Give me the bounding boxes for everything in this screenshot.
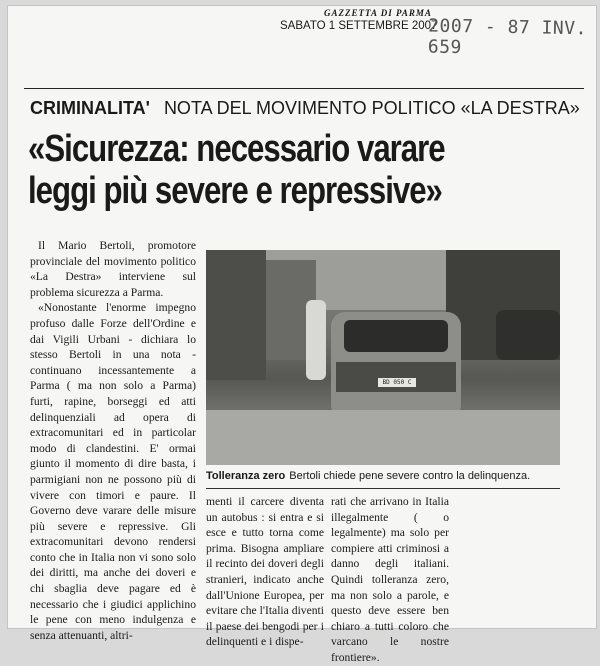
article-photo bbox=[206, 250, 560, 465]
license-plate: BD 050 C bbox=[378, 378, 416, 387]
photo-caption bbox=[206, 470, 566, 482]
top-rule bbox=[24, 88, 584, 89]
kicker-text: NOTA DEL MOVIMENTO POLITICO «LA DESTRA» bbox=[163, 98, 580, 118]
issue-date: SABATO 1 SETTEMBRE 2007 bbox=[280, 20, 438, 32]
paragraph: rati che arrivano in Italia illegalmente ( o legalmente) ma solo per compiere atti criminosi a danno degli italiani. Quindi tolleranza zero, ma non solo a parole, e questo deve essere ben chiaro a tutti coloro che varcano le nostre frontiere». bbox=[331, 495, 449, 664]
publication-name: GAZZETTA DI PARMA bbox=[324, 8, 432, 18]
paragraph: «Nonostante l'enorme impegno profuso dalle Forze dell'Ordine e dai Vigili Urbani - dichiara lo stesso Bertoli in una nota - continuano incessantemente a Parma ( ma non solo a Parma) furti, rapine, borseggi ed atti delinquenziali ad opera di extracomunitari ed in particolar modo di clandestini. E' ormai giunto il momento di dire basta, i parmigiani non ne possono più di vivere con timori e paure. Il Governo deve varare delle misure più severe e repressive. Gli extracomunitari devono rendersi conto che in Italia non vi sono solo dei diritti, ma anche dei doveri e chi sbaglia deve pagare ed è necessario che i giudici applichino le pene con meno indulgenza e senza attenuanti, altri- bbox=[30, 301, 196, 642]
headline bbox=[28, 128, 487, 212]
paragraph: menti il carcere diventa un autobus : si entra e si esce e tutto torna come prima. Bisogna ampliare il recinto dei doveri degli stranieri, indicato anche dall'Unione Europea, per evitare che l'Italia diventi il paese dei bengodi per i delinquenti e i dispe- bbox=[206, 495, 324, 649]
caption-bold: Tolleranza zero bbox=[206, 470, 286, 482]
headline-line-2: leggi più severe e repressive» bbox=[28, 170, 442, 212]
caption-rule bbox=[206, 488, 560, 489]
article-column-3 bbox=[331, 494, 449, 666]
article-column-1 bbox=[30, 238, 196, 643]
paragraph: Il Mario Bertoli, promotore provinciale del movimento politico «La Destra» interviene sul problema sicurezza a Parma. bbox=[30, 239, 196, 299]
section-label: CRIMINALITA' bbox=[30, 98, 150, 118]
headline-line-1: «Sicurezza: necessario varare bbox=[28, 128, 445, 170]
caption-text: Bertoli chiede pene severe contro la delinquenza. bbox=[289, 470, 531, 482]
article-column-2 bbox=[206, 494, 324, 650]
kicker-line bbox=[30, 98, 580, 119]
handwritten-archive-note: 2007 - 87 INV. 659 bbox=[427, 15, 588, 59]
